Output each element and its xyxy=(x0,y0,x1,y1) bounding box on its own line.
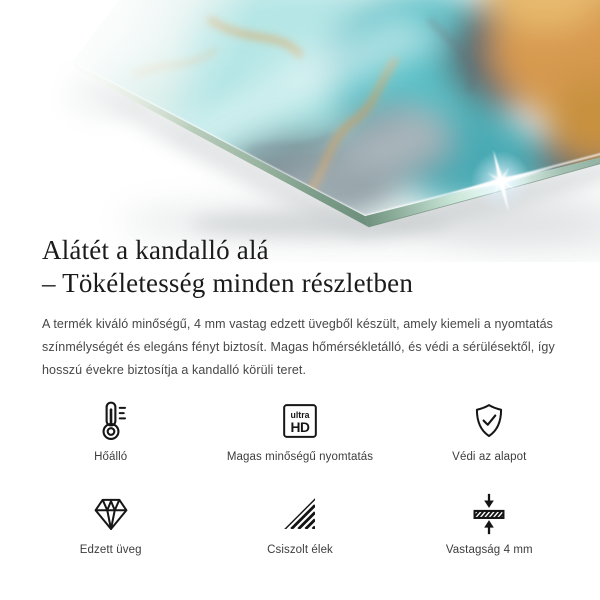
features-grid xyxy=(16,396,584,556)
product-image xyxy=(0,0,600,262)
feature-heat-resistant xyxy=(16,396,205,463)
feature-print-quality xyxy=(205,396,394,463)
ultra-hd-icon-text-top: ultra xyxy=(290,410,310,421)
feature-label: Csiszolt élek xyxy=(267,544,333,556)
description-line: A termék kiváló minőségű, 4 mm vastag edzett üvegből készült, amely kiemeli a nyomtatás xyxy=(42,317,554,331)
feature-label: Magas minőségű nyomtatás xyxy=(226,451,374,463)
feature-label: Edzett üveg xyxy=(79,544,142,556)
description-line: színmélységét és elegáns fényt biztosít. Magas hőmérsékletálló, és védi a sérülésektől, így xyxy=(42,340,555,354)
feature-label: Védi az alapot xyxy=(452,451,527,463)
thermometer-icon xyxy=(90,396,132,446)
shield-check-icon xyxy=(469,396,509,446)
feature-label: Vastagság 4 mm xyxy=(445,544,533,556)
description-line: hosszú évekre biztosítja a kandalló körüli teret. xyxy=(42,363,307,377)
heading-line-2: – Tökéletesség minden részletben xyxy=(42,268,414,298)
thickness-arrows-icon xyxy=(468,489,510,539)
ultra-hd-icon xyxy=(280,396,320,446)
feature-tempered-glass xyxy=(16,489,205,556)
polished-edges-icon xyxy=(281,489,319,539)
diamond-icon xyxy=(91,489,131,539)
feature-thickness xyxy=(395,489,584,556)
product-description xyxy=(42,313,592,382)
product-heading xyxy=(42,234,413,300)
white-fade xyxy=(0,0,340,220)
heading-line-1: Alátét a kandalló alá xyxy=(42,235,269,265)
feature-base-protection xyxy=(395,396,584,463)
feature-polished-edges xyxy=(205,489,394,556)
ultra-hd-icon-text-bottom: HD xyxy=(290,419,310,435)
feature-label: Hőálló xyxy=(94,451,128,463)
